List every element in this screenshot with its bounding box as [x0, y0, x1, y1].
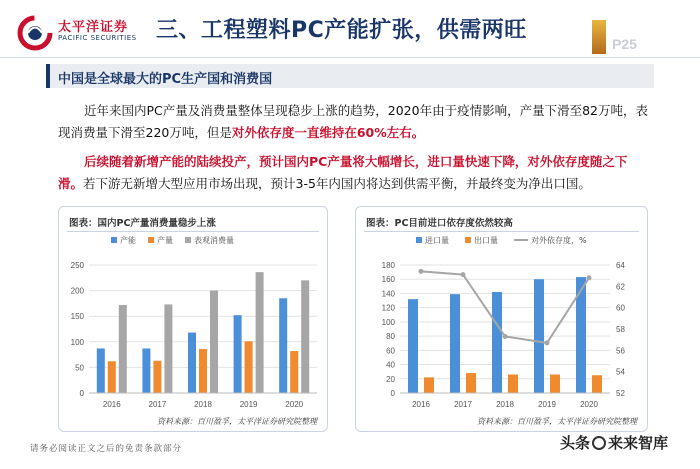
y-tick-label-right: 56	[616, 346, 625, 356]
paragraph-1-highlight: 对外依存度一直维持在60%左右。	[231, 125, 425, 140]
bar-表观消费量	[301, 280, 309, 393]
x-tick-label: 2018	[194, 400, 212, 409]
company-logo	[12, 12, 142, 52]
bar-出口量	[424, 377, 434, 393]
bar-表观消费量	[210, 291, 218, 393]
bar-产能	[279, 298, 287, 393]
paragraph-2-highlight: 后续随着新增产能的陆续投产，预计国内PC产量将大幅增长，进口量快速下降，对外依存度随之下滑。	[58, 154, 628, 191]
bar-产量	[153, 361, 161, 393]
legend-swatch	[148, 237, 154, 243]
legend-swatch	[111, 237, 117, 243]
bar-产量	[199, 349, 207, 393]
disclaimer-note: 请务必阅读正文之后的免责条款部分	[30, 444, 183, 454]
x-tick-label: 2016	[102, 400, 121, 409]
y-tick-label: 100	[70, 337, 84, 347]
x-tick-label: 2018	[496, 400, 514, 409]
watermark-logo-icon	[592, 436, 606, 450]
y-tick-label-left: 120	[381, 303, 395, 313]
y-tick-label-right: 52	[616, 389, 625, 398]
y-tick-label-left: 60	[386, 346, 395, 356]
bar-出口量	[508, 375, 518, 393]
logo-english-text: PACIFIC SECURITIES	[58, 34, 137, 42]
chart-panel-import	[355, 206, 648, 432]
legend-swatch	[465, 237, 471, 243]
y-tick-label: 250	[70, 261, 84, 270]
x-tick-label: 2020	[580, 400, 598, 409]
legend-label: 对外依存度，%	[531, 236, 587, 245]
y-tick-label-left: 100	[381, 317, 395, 327]
chart-panel-capacity	[58, 206, 328, 432]
watermark-text-a: 头条	[560, 434, 591, 452]
bar-出口量	[550, 375, 560, 393]
chart-import-export-dependency	[356, 235, 648, 415]
paragraph-2	[58, 151, 652, 195]
line-dependency	[421, 271, 589, 342]
bar-产量	[108, 361, 116, 393]
point-dependency	[545, 340, 550, 345]
panel-divider	[67, 231, 319, 232]
y-tick-label: 50	[75, 363, 84, 373]
bar-表观消费量	[164, 304, 172, 393]
y-tick-label-left: 40	[386, 360, 395, 370]
legend-label: 出口量	[474, 236, 498, 245]
y-tick-label-left: 20	[386, 374, 395, 384]
y-tick-label: 0	[79, 389, 84, 398]
point-dependency	[419, 269, 424, 274]
chart-source-capacity: 资料来源：百川盈孚，太平洋证券研究院整理	[157, 417, 317, 426]
chart-title-capacity: 图表：国内PC产量消费量稳步上涨	[69, 218, 216, 229]
bar-产能	[234, 315, 242, 393]
point-dependency	[503, 334, 508, 339]
y-tick-label-right: 54	[616, 367, 625, 377]
x-tick-label: 2017	[454, 400, 472, 409]
y-tick-label-left: 80	[386, 332, 395, 342]
x-tick-label: 2020	[285, 400, 304, 409]
subhead-accent	[46, 64, 50, 88]
legend-label: 产量	[157, 236, 173, 245]
y-tick-label-right: 62	[616, 282, 625, 292]
y-tick-label: 200	[70, 286, 84, 296]
x-tick-label: 2019	[239, 400, 258, 409]
legend-label: 表观消费量	[194, 236, 234, 245]
page-number: P25	[612, 36, 637, 52]
bar-进口量	[492, 292, 502, 393]
page-title: 三、工程塑料PC产能扩张，供需两旺	[156, 18, 527, 43]
bar-出口量	[592, 375, 602, 393]
y-tick-label-left: 0	[390, 389, 395, 398]
bar-进口量	[534, 279, 544, 393]
bar-产量	[290, 351, 298, 393]
y-tick-label: 150	[70, 312, 84, 322]
bar-进口量	[450, 294, 460, 393]
logo-chinese-text: 太平洋证券	[58, 20, 129, 35]
paragraph-2-text: 若下游无新增大型应用市场出现，预计3-5年内国内将达到供需平衡，并最终变为净出口国。	[83, 176, 591, 191]
bar-表观消费量	[119, 305, 127, 393]
chart-capacity-output-consumption	[59, 235, 328, 415]
y-tick-label-right: 58	[616, 325, 625, 334]
bar-表观消费量	[256, 272, 264, 393]
bar-进口量	[408, 299, 418, 393]
x-tick-label: 2019	[538, 400, 556, 409]
point-dependency	[587, 275, 592, 280]
y-tick-label-left: 160	[381, 275, 395, 285]
legend-label: 进口量	[425, 236, 449, 245]
header-divider	[0, 57, 700, 58]
watermark-text-b: 来来智库	[608, 434, 669, 452]
y-tick-label-right: 60	[616, 303, 625, 313]
section-subhead: 中国是全球最大的PC生产国和消费国	[58, 72, 273, 87]
x-tick-label: 2016	[412, 400, 430, 409]
legend-swatch	[185, 237, 191, 243]
point-dependency	[461, 272, 466, 277]
bar-产能	[97, 348, 105, 393]
legend-swatch	[416, 237, 422, 243]
legend-label: 产能	[120, 236, 136, 245]
bar-出口量	[466, 373, 476, 393]
panel-divider	[364, 231, 639, 232]
watermark	[560, 432, 668, 453]
y-tick-label-left: 180	[381, 261, 395, 270]
pacific-logo-icon	[16, 14, 54, 52]
chart-title-import: 图表：PC目前进口依存度依然较高	[366, 218, 513, 229]
y-tick-label-left: 140	[381, 289, 395, 299]
x-tick-label: 2017	[148, 400, 167, 409]
paragraph-1	[58, 100, 652, 144]
bar-产量	[245, 341, 253, 393]
page-header	[0, 0, 700, 60]
chart-source-import: 资料来源：百川盈孚，太平洋证券研究院整理	[477, 417, 637, 426]
bar-产能	[142, 348, 150, 393]
bar-产能	[188, 333, 196, 393]
page-badge-bar	[592, 20, 606, 54]
paragraph-1-text: 近年来国内PC产量及消费量整体呈现稳步上涨的趋势，2020年由于疫情影响，产量下滑至82万吨，表现消费量下滑至220万吨，但是	[58, 103, 648, 140]
y-tick-label-right: 64	[616, 261, 625, 270]
